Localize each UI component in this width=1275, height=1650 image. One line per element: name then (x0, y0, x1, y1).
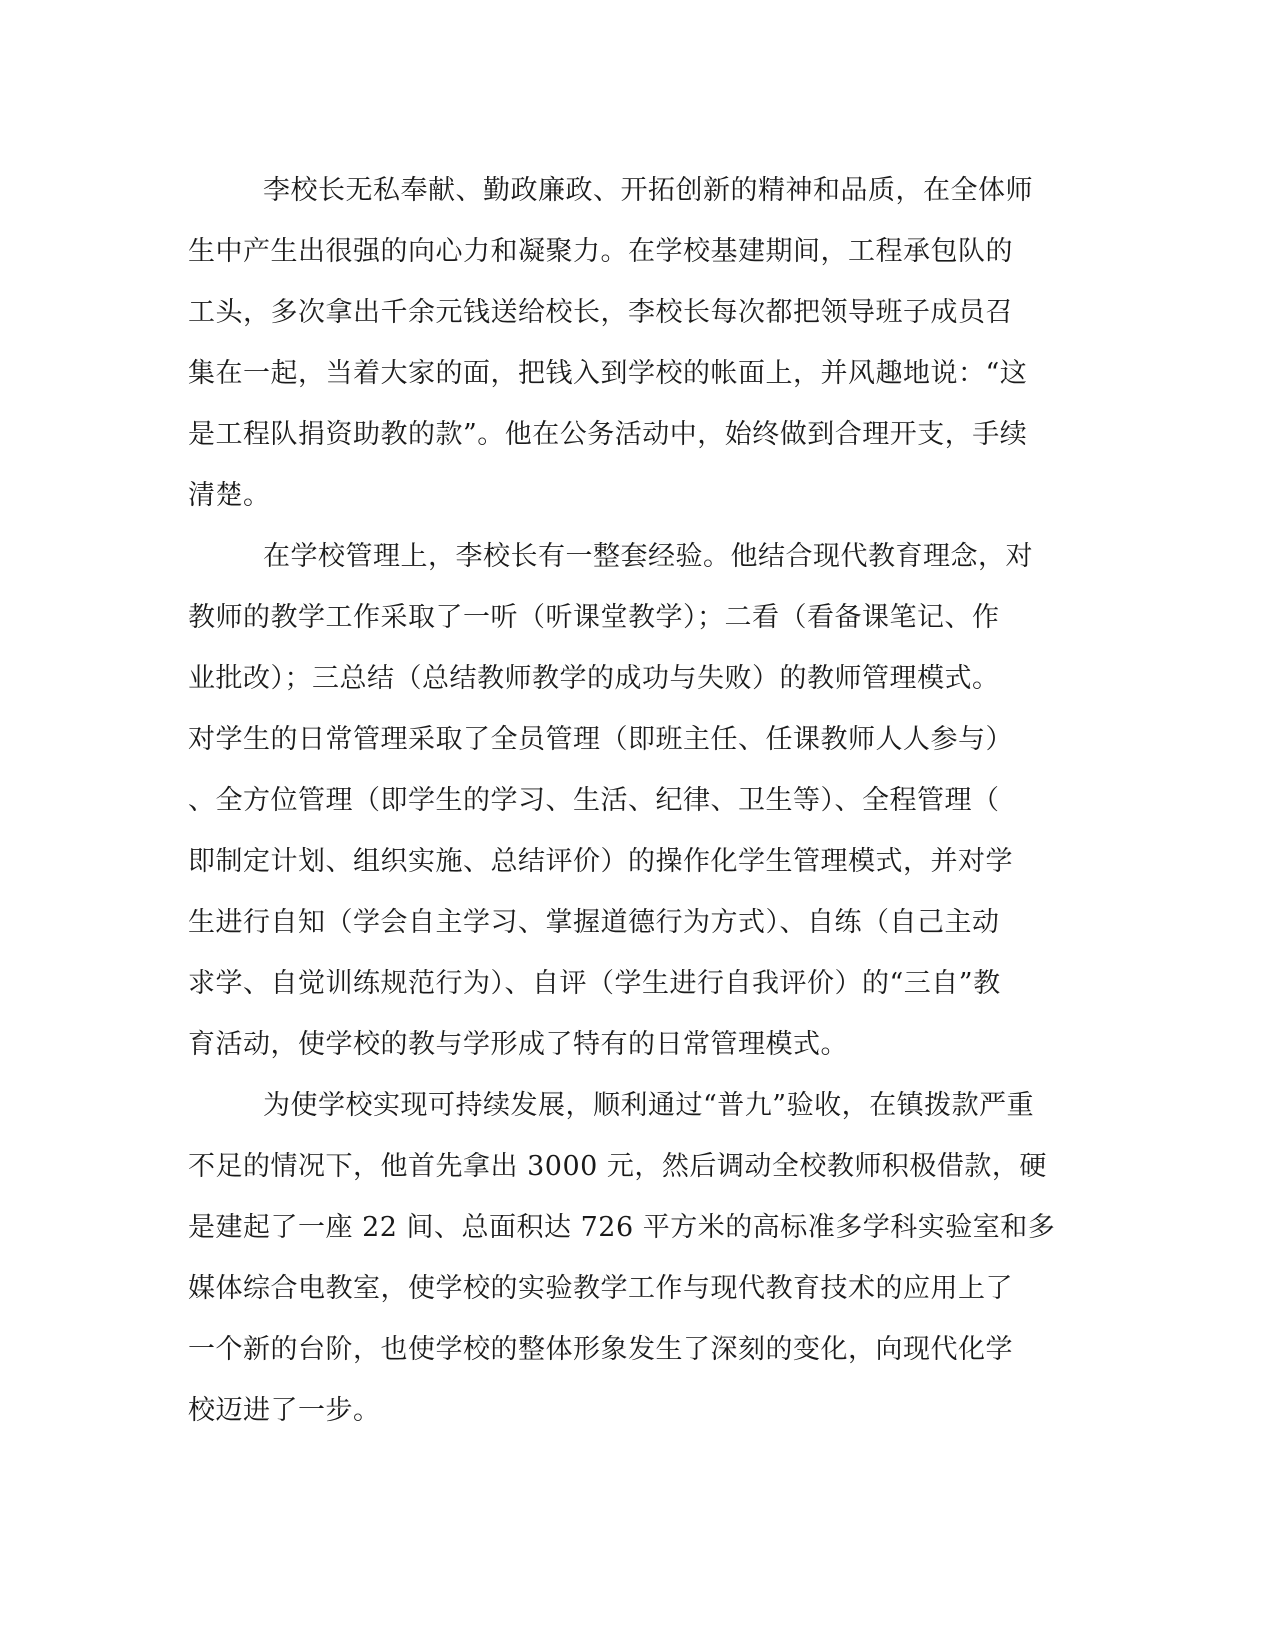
text-line: 求学、自觉训练规范行为）、自评（学生进行自我评价）的“三自”教 (188, 968, 1001, 999)
paragraph-1 (188, 160, 1068, 526)
paragraph-3 (188, 1075, 1068, 1441)
text-line: 业批改）；三总结（总结教师教学的成功与失败）的教师管理模式。 (188, 663, 1000, 694)
text-line: 为使学校实现可持续发展，顺利通过“普九”验收，在镇拨款严重 (263, 1090, 1035, 1121)
text-line: 育活动，使学校的教与学形成了特有的日常管理模式。 (188, 1029, 848, 1060)
text-line: 工头，多次拿出千余元钱送给校长，李校长每次都把领导班子成员召 (188, 297, 1013, 328)
text-line: 、全方位管理（即学生的学习、生活、纪律、卫生等）、全程管理（ (188, 785, 1000, 816)
text-line: 校迈进了一步。 (188, 1395, 381, 1426)
text-line: 是工程队捐资助教的款”。他在公务活动中，始终做到合理开支，手续 (188, 419, 1028, 450)
text-line: 不足的情况下，他首先拿出 3000 元，然后调动全校教师积极借款，硬 (188, 1151, 1047, 1182)
text-line: 对学生的日常管理采取了全员管理（即班主任、任课教师人人参与） (188, 724, 1013, 755)
text-line: 清楚。 (188, 480, 271, 511)
text-line: 一个新的台阶，也使学校的整体形象发生了深刻的变化，向现代化学 (188, 1334, 1013, 1365)
text-line: 在学校管理上，李校长有一整套经验。他结合现代教育理念，对 (263, 541, 1033, 572)
text-line: 教师的教学工作采取了一听（听课堂教学）；二看（看备课笔记、作 (188, 602, 1000, 633)
text-line: 生进行自知（学会自主学习、掌握道德行为方式）、自练（自己主动 (188, 907, 1000, 938)
paragraph-2 (188, 526, 1068, 1075)
document-body (188, 160, 1068, 1441)
text-line: 媒体综合电教室，使学校的实验教学工作与现代教育技术的应用上了 (188, 1273, 1013, 1304)
text-line: 李校长无私奉献、勤政廉政、开拓创新的精神和品质，在全体师 (263, 175, 1033, 206)
text-line: 生中产生出很强的向心力和凝聚力。在学校基建期间，工程承包队的 (188, 236, 1013, 267)
text-line: 集在一起，当着大家的面，把钱入到学校的帐面上，并风趣地说：“这 (188, 358, 1028, 389)
text-line: 即制定计划、组织实施、总结评价）的操作化学生管理模式，并对学 (188, 846, 1013, 877)
text-line: 是建起了一座 22 间、总面积达 726 平方米的高标准多学科实验室和多 (188, 1212, 1056, 1243)
